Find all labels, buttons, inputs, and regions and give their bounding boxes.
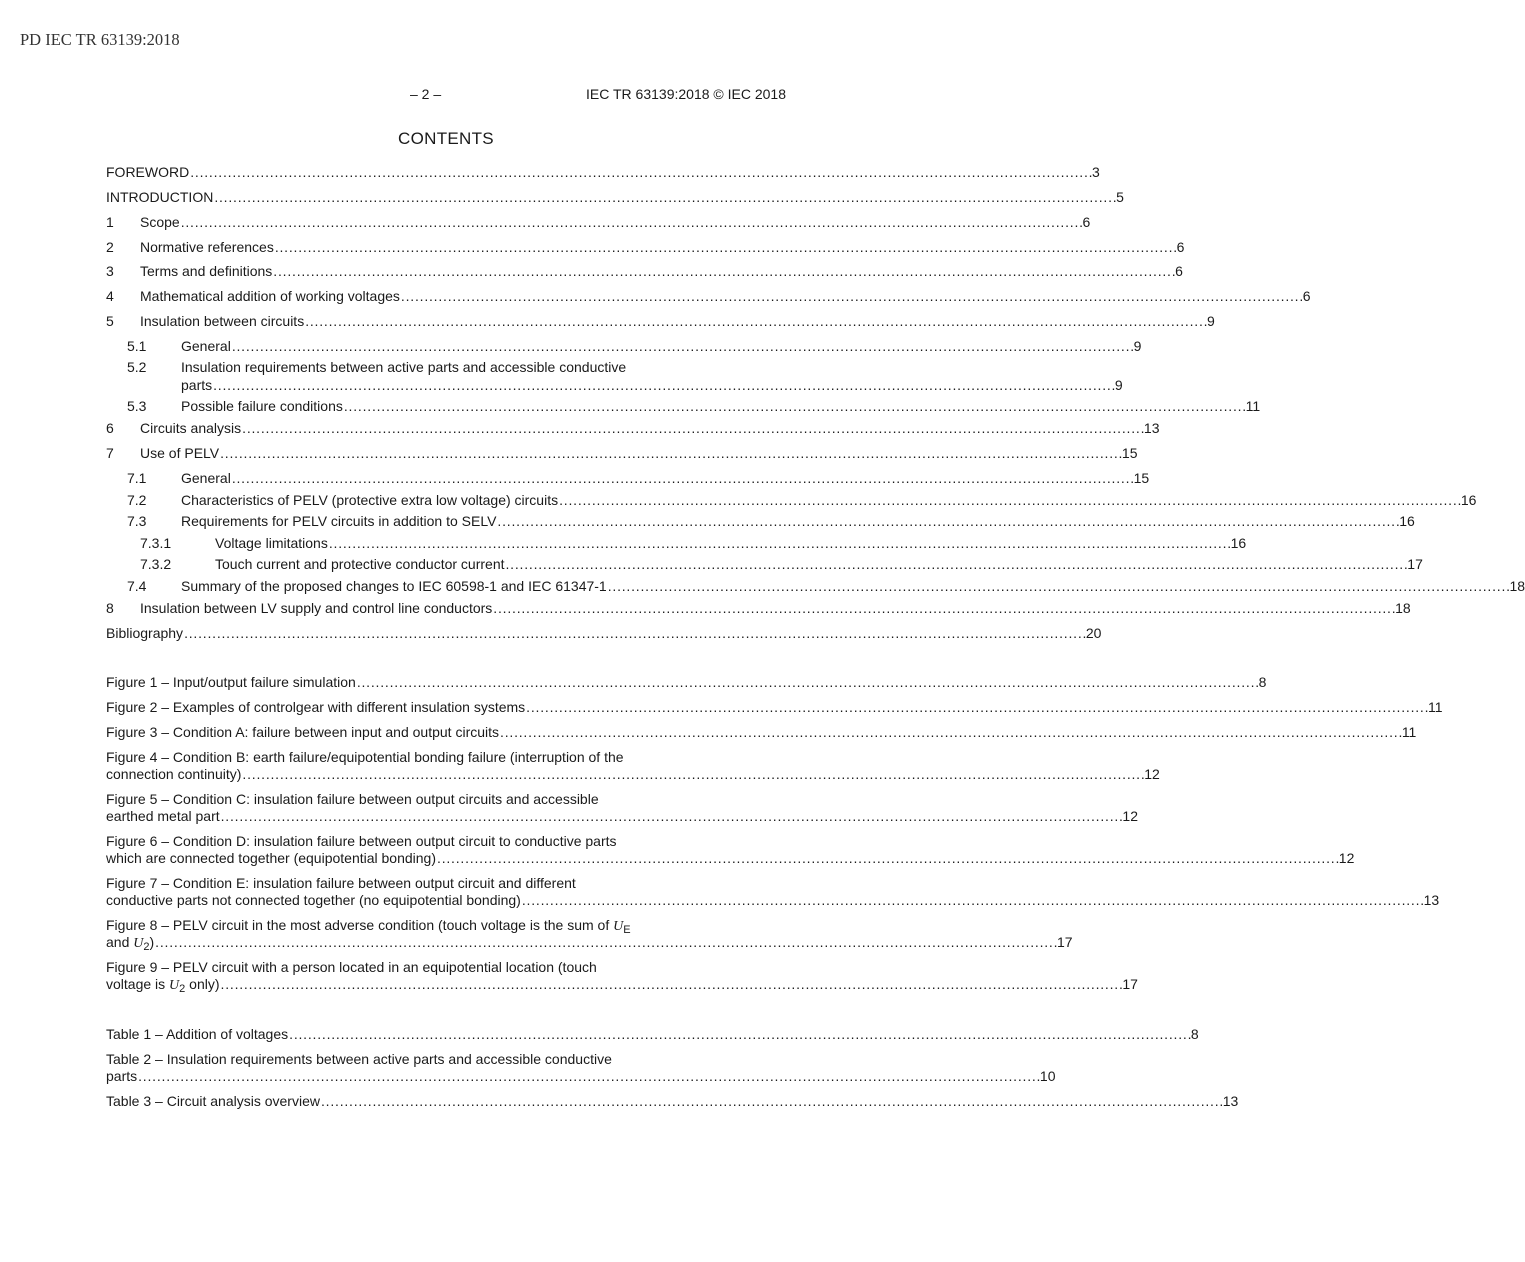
table-entry-3[interactable]: Table 3 – Circuit analysis overview . . . 13: [106, 1093, 786, 1110]
figure-entry-3[interactable]: Figure 3 – Condition A: failure between input and output circuits . . . 11: [106, 724, 786, 741]
figure-entry-7-line1[interactable]: Figure 7 – Condition E: insulation failure between output circuit and different: [106, 875, 576, 891]
figure-entry-7-line2[interactable]: conductive parts not connected together (no equipotential bonding) . . . 13: [106, 892, 786, 909]
figure-entry-4-line2[interactable]: connection continuity) . . . 12: [106, 766, 786, 783]
table-entry-2-line2[interactable]: parts . . . 10: [106, 1068, 786, 1085]
page-title: CONTENTS: [398, 129, 494, 148]
toc-entry-7-3-1[interactable]: 7.3.1 Voltage limitations . . . 16: [140, 535, 786, 552]
toc-entry-8[interactable]: 8 Insulation between LV supply and control line conductors . . . 18: [106, 600, 786, 617]
header-right: IEC TR 63139:2018 © IEC 2018: [586, 86, 786, 102]
toc-entry-5[interactable]: 5 Insulation between circuits . . . 9: [106, 313, 786, 330]
table-entry-2-line1[interactable]: Table 2 – Insulation requirements between active parts and accessible conductive: [106, 1051, 612, 1067]
figure-entry-4-line1[interactable]: Figure 4 – Condition B: earth failure/equipotential bonding failure (interruption of the: [106, 749, 624, 765]
table-entry-1[interactable]: Table 1 – Addition of voltages . . . 8: [106, 1026, 786, 1043]
figure-entry-9-line1[interactable]: Figure 9 – PELV circuit with a person located in an equipotential location (touch: [106, 959, 597, 975]
toc-entry-3[interactable]: 3 Terms and definitions . . . 6: [106, 263, 786, 280]
toc-entry-5-3[interactable]: 5.3 Possible failure conditions . . . 11: [127, 398, 786, 415]
figure-entry-9-line2[interactable]: voltage is $U_2$ only) . . . 17: [106, 976, 786, 995]
figure-entry-2[interactable]: Figure 2 – Examples of controlgear with different insulation systems . . . 11: [106, 699, 786, 716]
toc-entry-bibliography[interactable]: Bibliography . . . 20: [106, 625, 786, 642]
toc-entry-7-2[interactable]: 7.2 Characteristics of PELV (protective extra low voltage) circuits . . . 16: [127, 492, 786, 509]
figure-entry-8-line1[interactable]: Figure 8 – PELV circuit in the most adverse condition (touch voltage is the sum of $U_E$: [106, 917, 631, 936]
figure-entry-5-line1[interactable]: Figure 5 – Condition C: insulation failure between output circuits and accessible: [106, 791, 599, 807]
toc-entry-7-4[interactable]: 7.4 Summary of the proposed changes to IEC 60598-1 and IEC 61347-1 . . . 18: [127, 578, 786, 595]
toc-entry-5-1[interactable]: 5.1 General . . . 9: [127, 338, 786, 355]
toc-entry-6[interactable]: 6 Circuits analysis . . . 13: [106, 420, 786, 437]
toc-entry-7[interactable]: 7 Use of PELV . . . 15: [106, 445, 786, 462]
figure-entry-8-line2[interactable]: and $U_2$) . . . 17: [106, 934, 786, 953]
figure-entry-5-line2[interactable]: earthed metal part . . . 12: [106, 808, 786, 825]
toc-entry-2[interactable]: 2 Normative references . . . 6: [106, 239, 786, 256]
toc-entry-5-2-line2[interactable]: parts . . . 9: [181, 377, 786, 394]
figure-entry-6-line1[interactable]: Figure 6 – Condition D: insulation failure between output circuit to conductive parts: [106, 833, 617, 849]
toc-entry-foreword[interactable]: FOREWORD . . . 3: [106, 164, 786, 181]
document-reference: PD IEC TR 63139:2018: [20, 30, 180, 49]
toc-entry-7-3-2[interactable]: 7.3.2 Touch current and protective conductor current . . . 17: [140, 556, 786, 573]
page-number: – 2 –: [410, 86, 442, 102]
toc-entry-4[interactable]: 4 Mathematical addition of working voltages . . . 6: [106, 288, 786, 305]
toc-entry-7-1[interactable]: 7.1 General . . . 15: [127, 470, 786, 487]
toc-entry-1[interactable]: 1 Scope . . . 6: [106, 214, 786, 231]
figure-entry-6-line2[interactable]: which are connected together (equipotential bonding) . . . 12: [106, 850, 786, 867]
toc-entry-7-3[interactable]: 7.3 Requirements for PELV circuits in addition to SELV . . . 16: [127, 513, 786, 530]
toc-entry-introduction[interactable]: INTRODUCTION . . . 5: [106, 189, 786, 206]
toc-entry-5-2-line1[interactable]: 5.2 Insulation requirements between active parts and accessible conductive: [127, 359, 627, 375]
figure-entry-1[interactable]: Figure 1 – Input/output failure simulation . . . 8: [106, 674, 786, 691]
